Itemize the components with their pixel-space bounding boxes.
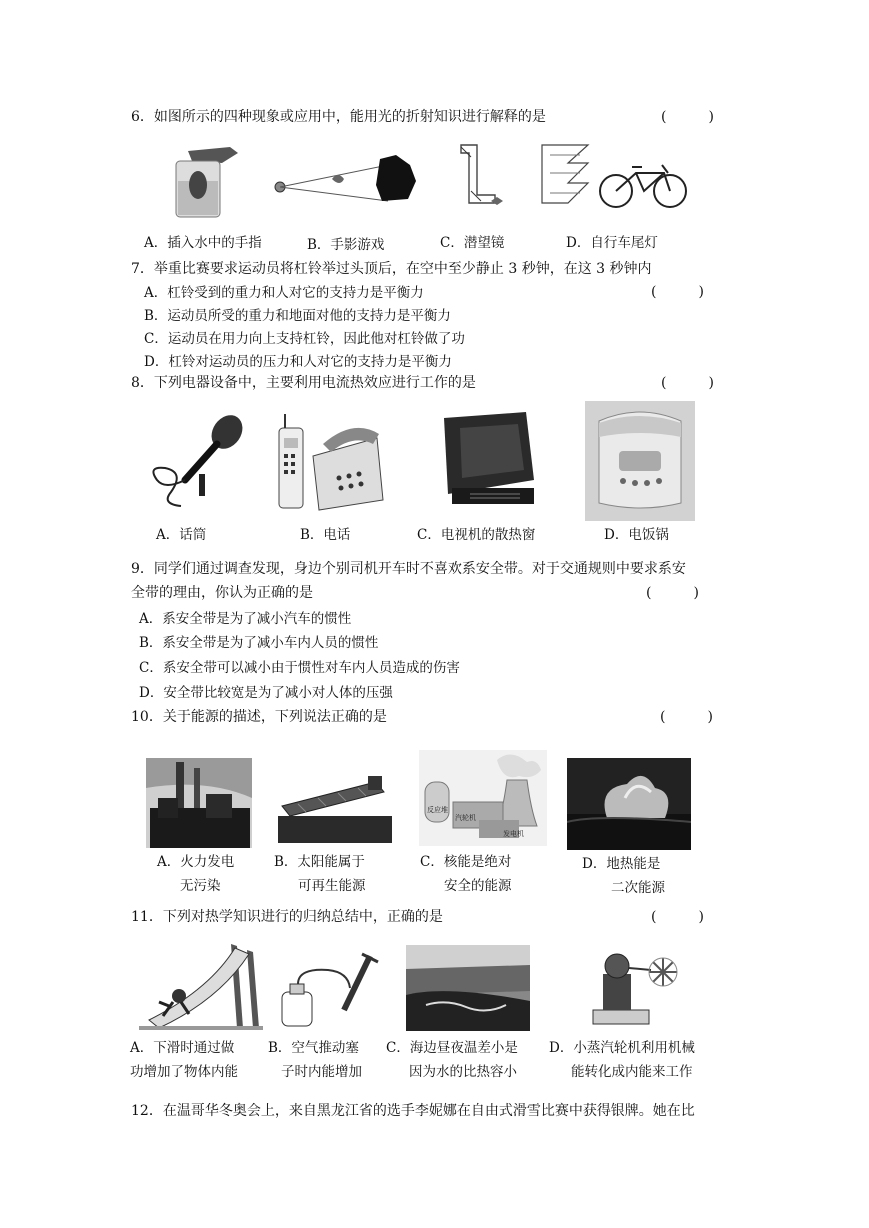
finger-in-water-image	[170, 143, 242, 221]
q6-caption-a: A．插入水中的手指	[144, 235, 262, 251]
q11-caption-b-line1: B．空气推动塞	[268, 1040, 359, 1056]
turbine-label: 汽轮机	[455, 814, 476, 822]
rice-cooker-image	[585, 401, 695, 521]
q6-caption-c: C．潜望镜	[440, 235, 505, 251]
q9-option-a: A．系安全带是为了减小汽车的惯性	[139, 611, 352, 627]
q10-caption-b-line1: B．太阳能属于	[274, 854, 365, 870]
generator-label: 发电机	[503, 830, 524, 838]
q11-caption-c-line2: 因为水的比热容小	[409, 1064, 517, 1080]
q10-caption-a-line1: A．火力发电	[157, 854, 235, 870]
coal-power-plant-image	[146, 758, 252, 848]
q10-caption-c-line2: 安全的能源	[444, 878, 512, 894]
nuclear-plant-diagram-image	[419, 750, 547, 846]
solar-energy-image	[278, 776, 392, 843]
q11-caption-d-line2: 能转化成内能来工作	[571, 1064, 693, 1080]
q7-option-c: C．运动员在用力向上支持杠铃，因此他对杠铃做了功	[144, 331, 465, 347]
q9-option-d: D．安全带比较宽是为了减小对人体的压强	[139, 685, 393, 701]
q11-stem: 11．下列对热学知识进行的归纳总结中，正确的是	[131, 909, 443, 925]
q9-answer-paren: ( )	[646, 585, 699, 601]
microphone-image	[145, 410, 255, 510]
tv-back-vent-image	[440, 410, 538, 510]
q9-option-c: C．系安全带可以减小由于惯性对车内人员造成的伤害	[139, 660, 460, 676]
q7-answer-paren: ( )	[651, 284, 704, 300]
q8-caption-b: B．电话	[300, 527, 351, 543]
q8-caption-c: C．电视机的散热窗	[417, 527, 536, 543]
q12-stem: 12．在温哥华冬奥会上，来自黑龙江省的选手李妮娜在自由式滑雪比赛中获得银牌。她在比	[131, 1103, 695, 1119]
q11-caption-b-line2: 子时内能增加	[281, 1064, 362, 1080]
q9-option-b: B．系安全带是为了减小车内人员的惯性	[139, 635, 379, 651]
q6-answer-paren: ( )	[661, 109, 714, 125]
q8-answer-paren: ( )	[661, 375, 714, 391]
q6-caption-b: B．手影游戏	[307, 237, 385, 253]
bottle-stopper-pump-image	[278, 948, 388, 1028]
periscope-image	[455, 143, 505, 213]
bicycle-reflector-image	[540, 143, 692, 213]
reactor-label: 反应堆	[427, 806, 448, 814]
q8-caption-a: A．话筒	[156, 527, 207, 543]
q6-caption-d: D．自行车尾灯	[566, 235, 658, 251]
telephone-image	[275, 408, 387, 516]
q10-stem: 10．关于能源的描述，下列说法正确的是	[131, 709, 387, 725]
q7-option-d: D．杠铃对运动员的压力和人对它的支持力是平衡力	[144, 354, 452, 370]
q10-answer-paren: ( )	[660, 709, 713, 725]
q9-stem-line1: 9．同学们通过调查发现，身边个别司机开车时不喜欢系安全带。对于交通规则中要求系安	[131, 561, 686, 577]
q9-stem-line2: 全带的理由，你认为正确的是	[131, 585, 313, 601]
q6-stem: 6．如图所示的四种现象或应用中，能用光的折射知识进行解释的是	[131, 109, 546, 125]
seaside-photo-image	[406, 945, 530, 1031]
q7-option-a: A．杠铃受到的重力和人对它的支持力是平衡力	[144, 285, 424, 301]
q7-option-b: B．运动员所受的重力和地面对他的支持力是平衡力	[144, 308, 451, 324]
slide-child-image	[139, 940, 263, 1030]
q10-caption-c-line1: C．核能是绝对	[420, 854, 512, 870]
q11-caption-a-line2: 功增加了物体内能	[130, 1064, 238, 1080]
q11-caption-a-line1: A．下滑时通过做	[130, 1040, 235, 1056]
q10-caption-b-line2: 可再生能源	[298, 878, 366, 894]
q11-caption-c-line1: C．海边昼夜温差小是	[386, 1040, 518, 1056]
q10-caption-d-line2: 二次能源	[611, 880, 665, 896]
q11-answer-paren: ( )	[651, 909, 704, 925]
q10-caption-a-line2: 无污染	[180, 878, 221, 894]
q8-caption-d: D．电饭锅	[604, 527, 669, 543]
q7-stem: 7．举重比赛要求运动员将杠铃举过头顶后，在空中至少静止 3 秒钟，在这 3 秒钟内	[131, 261, 652, 277]
steam-turbine-image	[585, 944, 683, 1030]
geothermal-image	[567, 758, 691, 850]
q11-caption-d-line1: D．小蒸汽轮机利用机械	[549, 1040, 695, 1056]
hand-shadow-image	[270, 155, 418, 205]
q8-stem: 8．下列电器设备中，主要利用电流热效应进行工作的是	[131, 375, 476, 391]
q10-caption-d-line1: D．地热能是	[582, 856, 661, 872]
